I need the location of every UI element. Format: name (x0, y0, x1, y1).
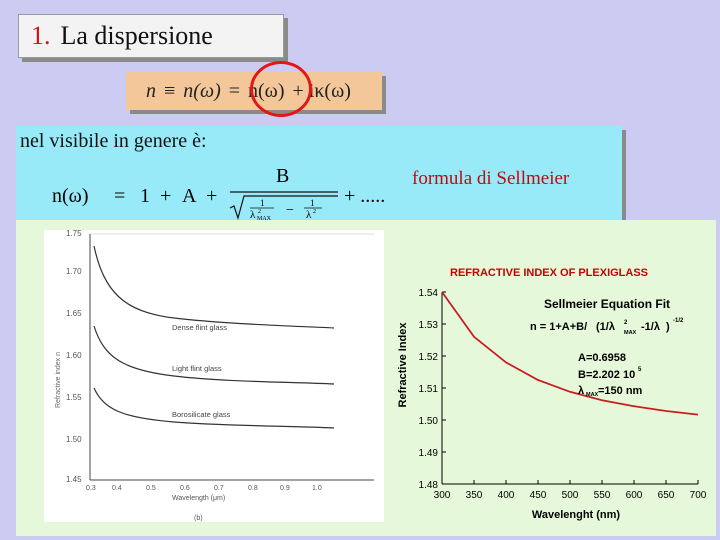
chart-xlabel: Wavelenght (nm) (531, 509, 621, 521)
left-ylabel: Refractive index n (55, 351, 62, 409)
x-tick-label: 650 (657, 490, 675, 501)
label-light-flint: Light flint glass (172, 364, 222, 373)
f-numerator: B (276, 165, 290, 187)
complex-index-equation (126, 72, 382, 110)
plexiglass-chart (386, 250, 718, 536)
f-frac2-den-sup: 2 (313, 209, 316, 215)
left-xtick: 0.5 (146, 485, 156, 492)
lead-text: nel visibile in genere è: (20, 130, 207, 152)
y-tick-label: 1.54 (418, 288, 438, 299)
curve-light-flint (94, 326, 334, 384)
x-tick-label: 550 (593, 490, 611, 501)
sellmeier-formula (50, 148, 390, 220)
param-a: A=0.6958 (578, 352, 627, 364)
fit-title: Sellmeier Equation Fit (544, 297, 671, 311)
fit-formula (530, 318, 684, 336)
left-x-ticks (86, 485, 322, 492)
title-text: La dispersione (60, 21, 213, 50)
fit-formula-a: n = 1+A+B/ (530, 321, 588, 333)
left-xtick: 0.9 (280, 485, 290, 492)
f-sqrt (230, 196, 338, 218)
left-ytick: 1.60 (66, 351, 82, 360)
eq-lhs: n (146, 79, 156, 102)
f-minus: − (286, 203, 294, 218)
eq-real-part: n(ω) (248, 79, 285, 102)
left-xtick: 0.3 (86, 485, 96, 492)
left-xtick: 1.0 (312, 485, 322, 492)
y-tick-label: 1.53 (418, 320, 438, 331)
y-tick-label: 1.48 (418, 480, 438, 491)
y-tick-label: 1.52 (418, 352, 438, 363)
f-frac2-den: λ (306, 209, 312, 220)
slide-title (18, 14, 284, 58)
fit-formula-d: ) (666, 321, 670, 333)
chart-title: REFRACTIVE INDEX OF PLEXIGLASS (450, 267, 649, 279)
left-ytick: 1.70 (66, 267, 82, 276)
sellmeier-box (16, 126, 622, 220)
left-ytick: 1.65 (66, 309, 82, 318)
param-l: λ (578, 385, 585, 397)
f-frac1-den-sub: MAX (257, 216, 272, 220)
f-frac1-den-sup: 2 (258, 209, 261, 215)
f-plus1: + (160, 185, 172, 207)
y-tick-label: 1.49 (418, 448, 438, 459)
eq-n-omega: n(ω) (183, 79, 221, 102)
y-tick-label: 1.51 (418, 384, 438, 395)
fit-formula-c: -1/λ (641, 321, 660, 333)
x-tick-label: 400 (497, 490, 515, 501)
formula-label: formula di Sellmeier (412, 168, 570, 189)
left-y-ticks (66, 230, 82, 484)
eq-equals: = (228, 79, 241, 102)
f-frac2-num: 1 (310, 198, 315, 208)
y-tick-label: 1.50 (418, 416, 438, 427)
f-eq: = (114, 185, 126, 207)
f-frac1-den: λ (250, 209, 256, 220)
fit-formula-b: (1/λ (596, 321, 615, 333)
f-one: 1 (140, 185, 150, 207)
x-tick-label: 500 (561, 490, 579, 501)
f-a: A (182, 185, 197, 207)
eq-imag-part: + iκ(ω) (292, 79, 351, 102)
f-tail: + ..... (344, 185, 386, 207)
left-ytick: 1.50 (66, 435, 82, 444)
chart-ylabel: Refractive Index (397, 322, 409, 408)
glass-dispersion-figure (44, 230, 384, 522)
highlight-circle (250, 61, 312, 117)
left-xlabel: Wavelength (μm) (172, 495, 226, 502)
x-tick-label: 450 (529, 490, 547, 501)
left-xtick: 0.7 (214, 485, 224, 492)
param-b (578, 367, 642, 381)
left-xtick: 0.4 (112, 485, 122, 492)
title-number: 1. (31, 21, 51, 50)
left-ytick: 1.55 (66, 393, 82, 402)
eq-def: ≡ (164, 79, 176, 102)
label-dense-flint: Dense flint glass (172, 323, 228, 332)
param-b-text: B=2.202 10 (578, 369, 636, 381)
left-ytick: 1.75 (66, 230, 82, 238)
label-borosilicate: Borosilicate glass (172, 410, 231, 419)
x-tick-label: 600 (625, 490, 643, 501)
curve-dense-flint (94, 246, 334, 328)
x-tick-label: 700 (689, 490, 707, 501)
fit-formula-sub: MAX (624, 330, 637, 336)
left-xtick: 0.6 (180, 485, 190, 492)
left-xtick: 0.8 (248, 485, 258, 492)
left-caption: (b) (194, 515, 203, 522)
f-lhs: n(ω) (52, 185, 89, 207)
param-b-exp: 5 (638, 367, 642, 373)
fit-formula-exp: -1/2 (673, 318, 684, 324)
param-l-val: =150 nm (598, 385, 643, 397)
param-lambda (578, 385, 643, 398)
f-frac1-num: 1 (260, 198, 265, 208)
x-tick-label: 350 (465, 490, 483, 501)
param-l-sub: MAX (586, 392, 599, 398)
curve-borosilicate (94, 388, 334, 428)
fit-formula-sup: 2 (624, 320, 628, 326)
f-plus2: + (206, 185, 218, 207)
left-ytick: 1.45 (66, 475, 82, 484)
x-tick-label: 300 (433, 490, 451, 501)
